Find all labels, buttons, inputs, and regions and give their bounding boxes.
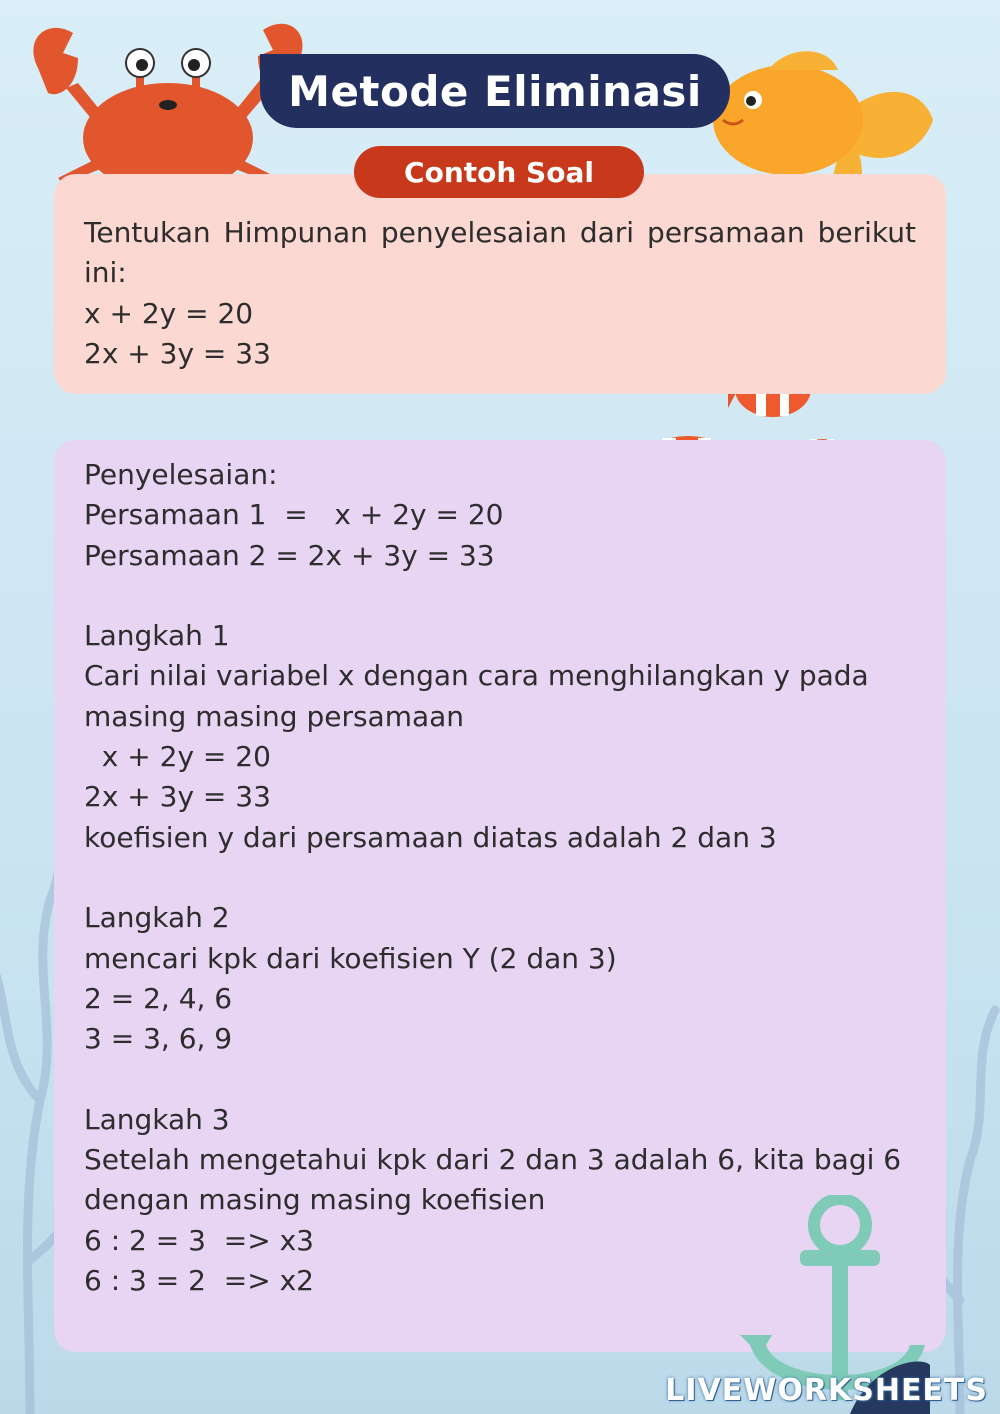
step2-line-2: 3 = 3, 6, 9 [84,1022,233,1056]
watermark-logo: LIVEWORKSHEETS [665,1373,988,1408]
section-label [354,146,644,198]
step1-equation-1: x + 2y = 20 [84,740,271,774]
step1-note: koefisien y dari persamaan diatas adalah 2 dan 3 [84,820,777,854]
section-label-text: Contoh Soal [404,155,594,189]
step1-text: Cari nilai variabel x dengan cara menghilangkan y pada masing masing persamaan [84,659,869,733]
step3-line-1: 6 : 2 = 3 => x3 [84,1223,314,1257]
page-title: Metode Eliminasi [288,66,702,116]
step2-line-1: 2 = 2, 4, 6 [84,981,233,1015]
solution-heading: Penyelesaian: [84,458,278,491]
title-banner [260,54,730,128]
solution-equation-2: Persamaan 2 = 2x + 3y = 33 [84,538,495,572]
question-equation-2: 2x + 3y = 33 [84,336,271,370]
question-text [84,213,916,374]
step3-heading: Langkah 3 [84,1102,230,1136]
step2-heading: Langkah 2 [84,901,230,935]
step2-text: mencari kpk dari koefisien Y (2 dan 3) [84,941,617,975]
solution-text [84,455,916,1301]
step3-line-2: 6 : 3 = 2 => x2 [84,1263,314,1297]
step1-heading: Langkah 1 [84,619,230,653]
step3-text: Setelah mengetahui kpk dari 2 dan 3 adalah 6, kita bagi 6 dengan masing masing koefisien [84,1143,902,1217]
step1-equation-2: 2x + 3y = 33 [84,780,271,814]
solution-equation-1: Persamaan 1 = x + 2y = 20 [84,498,504,532]
question-equation-1: x + 2y = 20 [84,296,254,330]
question-instruction: Tentukan Himpunan penyelesaian dari persamaan berikut ini: [84,216,916,290]
